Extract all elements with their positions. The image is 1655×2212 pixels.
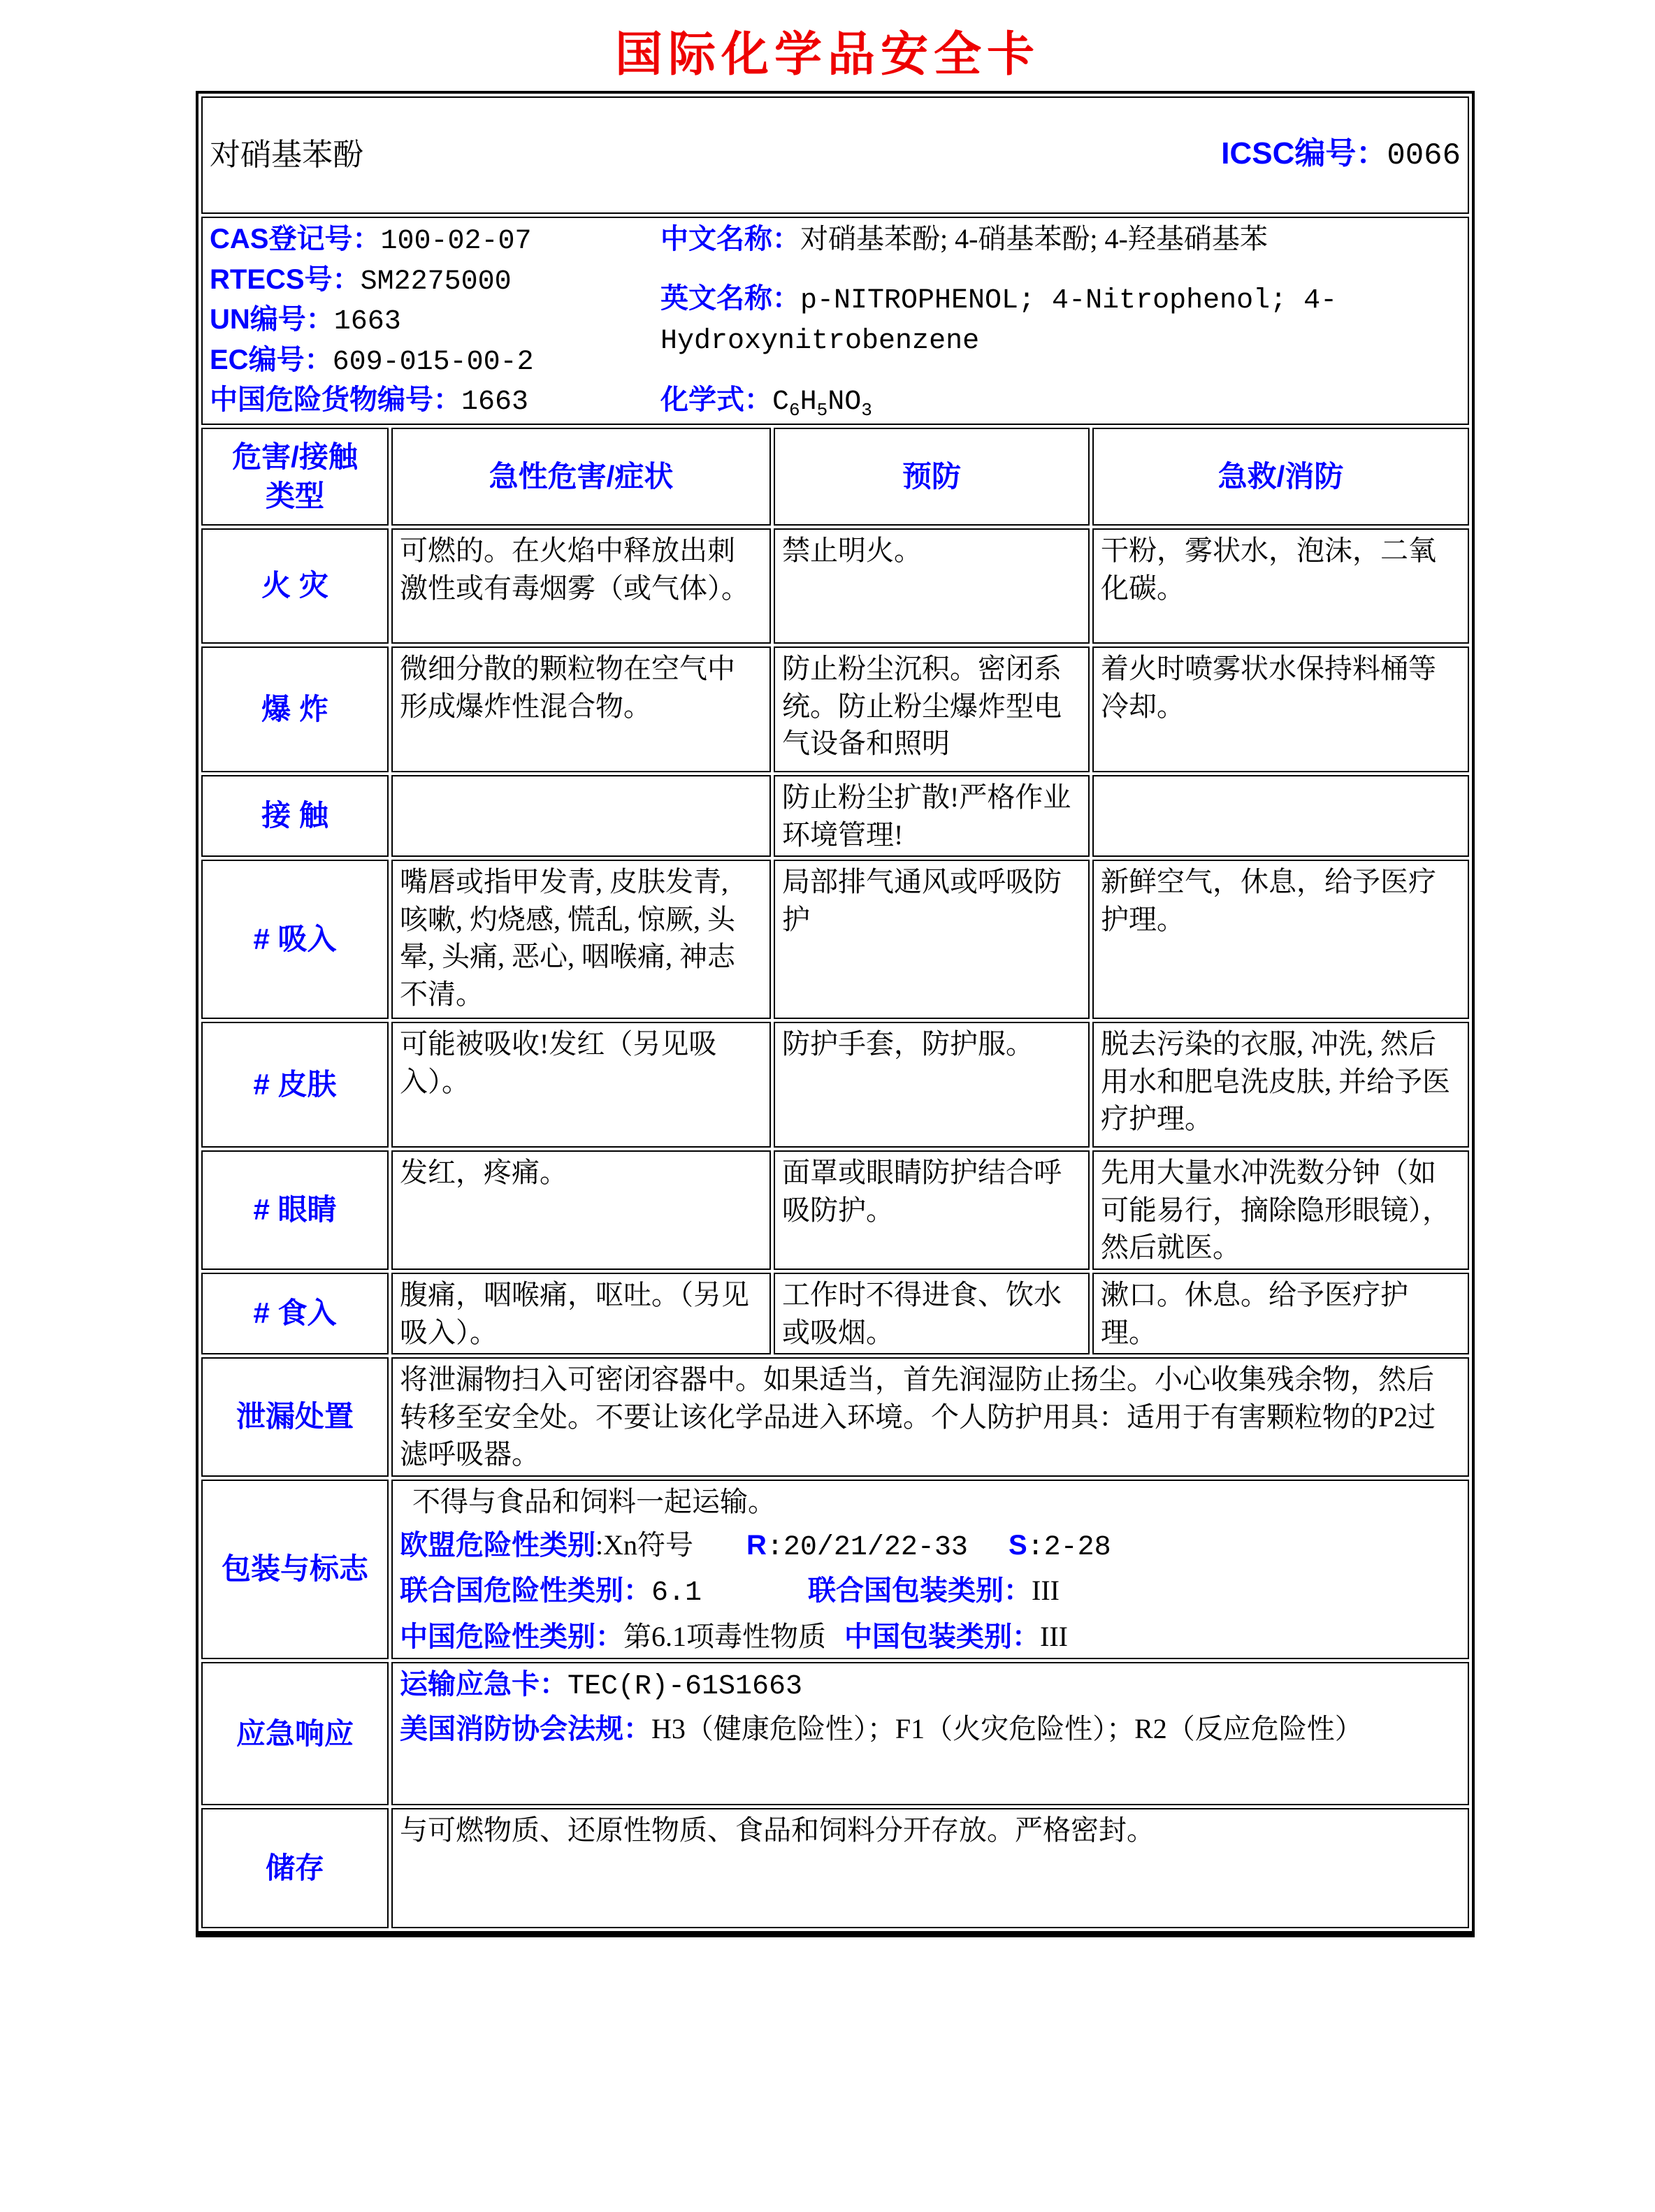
row-packaging-content [391,1480,1469,1659]
row-skin-label: # 皮肤 [201,1022,389,1148]
chemical-name: 对硝基苯酚 [210,137,363,172]
chinese-name-label: 中文名称： [660,224,800,254]
row-explosion-firstaid: 着火时喷雾状水保持料桶等冷却。 [1092,646,1469,772]
s-phrase-value: :2-28 [1027,1531,1111,1563]
row-ingestion-symptom: 腹痛，咽喉痛，呕吐。（另见吸入）。 [391,1273,771,1354]
tec-card-label: 运输应急卡： [400,1669,568,1700]
header-firstaid: 急救/消防 [1092,428,1469,526]
row-fire-label: 火 灾 [201,528,389,644]
row-ingestion-firstaid: 漱口。休息。给予医疗护理。 [1092,1273,1469,1354]
un-number-label: UN编号： [210,304,334,335]
ec-number-label: EC编号： [210,344,333,375]
row-inhalation-firstaid: 新鲜空气，休息，给予医疗护理。 [1092,860,1469,1019]
ec-number-line [210,341,660,382]
row-emergency-label: 应急响应 [201,1662,389,1805]
header-hazard-type [201,428,389,526]
row-storage-label: 储存 [201,1808,389,1928]
row-eyes-prevention: 面罩或眼睛防护结合呼吸防护。 [774,1150,1090,1270]
row-ingestion [201,1273,1469,1354]
row-fire-firstaid: 干粉，雾状水，泡沫，二氧化碳。 [1092,528,1469,644]
rtecs-label: RTECS号： [210,263,361,295]
r-phrase-label: R [746,1529,767,1561]
chinese-name-value: 对硝基苯酚; 4-硝基苯酚; 4-羟基硝基苯 [800,223,1268,254]
row-emergency [201,1662,1469,1805]
row-skin-prevention: 防护手套，防护服。 [774,1022,1090,1148]
formula-h-count: 5 [816,400,828,421]
formula-c-count: 6 [789,400,800,421]
formula-value [772,386,872,421]
row-storage-content: 与可燃物质、还原性物质、食品和饲料分开存放。严格密封。 [391,1808,1469,1928]
ec-number-value: 609-015-00-2 [332,346,534,378]
row-explosion [201,646,1469,772]
mol-weight-line [210,421,660,425]
un-number-value: 1663 [333,306,401,338]
row-inhalation-prevention: 局部排气通风或呼吸防护 [774,860,1090,1019]
eu-class-label: 欧盟危险性类别 [400,1529,595,1561]
icsc-card [196,91,1475,1937]
cn-pack-label: 中国包装类别： [844,1621,1040,1652]
hazard-header-row [201,428,1469,526]
header-hazard-type-line1: 危害/接触 [232,440,358,473]
un-pack-label: 联合国包装类别： [808,1575,1032,1607]
row-fire-symptom: 可燃的。在火焰中释放出刺激性或有毒烟雾（或气体）。 [391,528,771,644]
packaging-cn-line [400,1618,1461,1656]
un-number-line [210,301,660,341]
row-eyes [201,1150,1469,1270]
nfpa-value: H3（健康危险性）；F1（火灾危险性）；R2（反应危险性） [651,1712,1363,1744]
identifier-list [210,220,660,421]
english-name-value: p-NITROPHENOL; 4-Nitrophenol; 4-Hydroxynitrobenzene [660,284,1338,357]
emergency-tec-line [400,1665,1461,1706]
cn-pack-value: III [1040,1620,1068,1652]
rtecs-value: SM2275000 [360,266,512,298]
un-class-value: 6.1 [651,1577,702,1610]
formula-label: 化学式： [660,384,772,416]
card-title-cell [201,96,1469,214]
row-eyes-firstaid: 先用大量水冲洗数分钟（如可能易行，摘除隐形眼镜），然后就医。 [1092,1150,1469,1270]
row-exposure-firstaid [1092,775,1469,857]
cas-number-line [210,220,660,261]
cn-class-value: 第6.1项毒性物质 [623,1620,826,1652]
card-title-row [201,96,1469,214]
row-exposure [201,775,1469,857]
emergency-nfpa-line [400,1710,1461,1749]
english-name-line [660,280,1461,360]
tec-card-value: TEC(R)-61S1663 [568,1671,803,1703]
row-skin-symptom: 可能被吸收!发红（另见吸入）。 [391,1022,771,1148]
formula-c: C [772,386,790,419]
un-class-label: 联合国危险性类别： [400,1575,651,1607]
row-packaging-label: 包装与标志 [201,1480,389,1659]
row-emergency-content [391,1662,1469,1805]
un-pack-value: III [1032,1575,1060,1607]
identifiers-row [201,217,1469,425]
header-hazard-type-line2: 类型 [265,479,324,512]
row-spill-content: 将泄漏物扫入可密闭容器中。如果适当，首先润湿防止扬尘。小心收集残余物，然后转移至安全处。不要让该化学品进入环境。个人防护用具：适用于有害颗粒物的P2过滤呼吸器。 [391,1357,1469,1477]
row-exposure-label: 接 触 [201,775,389,857]
row-explosion-label: 爆 炸 [201,646,389,772]
icsc-number-group [1221,133,1461,177]
r-phrase-value: :20/21/22-33 [766,1531,968,1563]
nfpa-label: 美国消防协会法规： [400,1713,651,1744]
chinese-name-line [660,220,1461,259]
eu-class-value: :Xn符号 [595,1528,693,1561]
china-dg-number-line [210,381,660,421]
header-prevention: 预防 [774,428,1090,526]
row-inhalation [201,860,1469,1019]
row-fire [201,528,1469,644]
page-title: 国际化学品安全卡 [614,28,1040,81]
formula-o-count: 3 [861,400,872,421]
icsc-number-label: ICSC编号： [1221,136,1387,171]
row-inhalation-label: # 吸入 [201,860,389,1019]
row-ingestion-prevention: 工作时不得进食、饮水或吸烟。 [774,1273,1090,1354]
row-skin [201,1022,1469,1148]
row-packaging [201,1480,1469,1659]
packaging-eu-line [400,1526,1461,1567]
packaging-un-line [400,1572,1461,1612]
formula-h: H [800,386,817,419]
row-fire-prevention: 禁止明火。 [774,528,1090,644]
row-spill [201,1357,1469,1477]
name-block [660,220,1461,421]
identifiers-cell [201,217,1469,425]
header-symptoms: 急性危害/症状 [391,428,771,526]
row-eyes-symptom: 发红，疼痛。 [391,1150,771,1270]
formula-no: NO [827,386,862,419]
row-spill-label: 泄漏处置 [201,1357,389,1477]
row-explosion-symptom: 微细分散的颗粒物在空气中形成爆炸性混合物。 [391,646,771,772]
row-exposure-prevention: 防止粉尘扩散!严格作业环境管理! [774,775,1090,857]
formula-line [660,381,1461,421]
row-exposure-symptom [391,775,771,857]
row-storage [201,1808,1469,1928]
cas-number-label: CAS登记号： [210,224,381,254]
rtecs-line [210,261,660,301]
china-dg-number-value: 1663 [461,386,529,419]
cas-number-value: 100-02-07 [380,226,532,257]
cn-class-label: 中国危险性类别： [400,1621,623,1652]
row-skin-firstaid: 脱去污染的衣服, 冲洗, 然后用水和肥皂洗皮肤, 并给予医疗护理。 [1092,1022,1469,1148]
row-ingestion-label: # 食入 [201,1273,389,1354]
english-name-label: 英文名称： [660,282,800,314]
row-inhalation-symptom: 嘴唇或指甲发青, 皮肤发青, 咳嗽, 灼烧感, 慌乱, 惊厥, 头晕, 头痛, 恶心, 咽喉痛, 神志不清。 [391,860,771,1019]
china-dg-number-label: 中国危险货物编号： [210,384,461,416]
s-phrase-label: S [1008,1529,1027,1561]
icsc-number-value: 0066 [1387,138,1461,174]
row-eyes-label: # 眼睛 [201,1150,389,1270]
packaging-transport-note: 不得与食品和饲料一起运输。 [412,1485,776,1517]
row-explosion-prevention: 防止粉尘沉积。密闭系统。防止粉尘爆炸型电气设备和照明 [774,646,1090,772]
